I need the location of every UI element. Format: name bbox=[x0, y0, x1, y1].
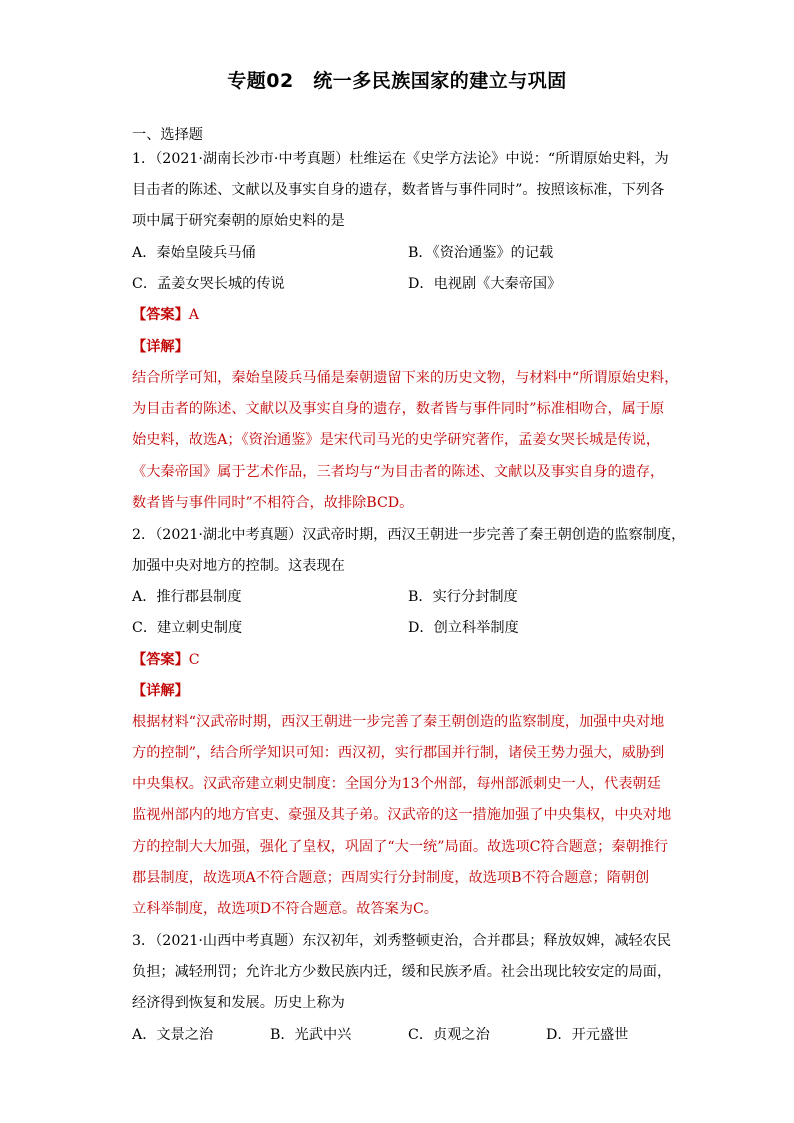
q2-detail-line-6: 郡县制度，故选项A不符合题意；西周实行分封制度，故选项B不符合题意；隋朝创 bbox=[132, 870, 650, 886]
q2-detail-tag: 【详解】 bbox=[132, 683, 189, 699]
q2-detail-line-1: 根据材料“汉武帝时期，西汉王朝进一步完善了秦王朝创造的监察制度，加强中央对地 bbox=[132, 714, 665, 730]
q3-stem-line-1: 3．（2021·山西中考真题）东汉初年，刘秀整顿吏治，合并郡县；释放奴婢，减轻农民 bbox=[132, 933, 672, 949]
q1-option-c: C．孟姜女哭长城的传说 bbox=[132, 276, 285, 292]
q2-detail-line-3: 中央集权。汉武帝建立刺史制度：全国分为13个州部，每州部派刺史一人，代表朝廷 bbox=[132, 776, 661, 792]
q1-option-d: D．电视剧《大秦帝国》 bbox=[408, 276, 562, 292]
q3-option-b: B．光武中兴 bbox=[270, 1027, 352, 1043]
q1-option-b: B．《资治通鉴》的记载 bbox=[408, 245, 554, 261]
q3-stem-line-2: 负担；减轻刑罚；允许北方少数民族内迁，缓和民族矛盾。社会出现比较安定的局面， bbox=[132, 964, 672, 980]
q2-answer-value: C bbox=[188, 652, 200, 668]
q2-stem-line-1: 2．（2021·湖北中考真题）汉武帝时期，西汉王朝进一步完善了秦王朝创造的监察制度， bbox=[132, 527, 686, 543]
q1-answer-tag: 【答案】 bbox=[132, 307, 189, 323]
q1-detail-line-2: 为目击者的陈述、文献以及事实自身的遗存，数者皆与事件同时”标准相吻合，属于原 bbox=[132, 401, 665, 417]
q1-detail-line-4: 《大秦帝国》属于艺术作品，三者均与“为目击者的陈述、文献以及事实自身的遗存， bbox=[132, 464, 665, 480]
q2-answer bbox=[132, 653, 200, 667]
q1-stem-line-1: 1．（2021·湖南长沙市·中考真题）杜维运在《史学方法论》中说：“所谓原始史料，为 bbox=[132, 151, 669, 167]
q3-option-a: A．文景之治 bbox=[132, 1027, 214, 1043]
q2-detail-line-4: 监视州部内的地方官吏、豪强及其子弟。汉武帝的这一措施加强了中央集权，中央对地 bbox=[132, 807, 672, 823]
q2-detail-line-7: 立科举制度，故选项D不符合题意。故答案为C。 bbox=[132, 901, 438, 917]
q2-answer-tag: 【答案】 bbox=[132, 652, 189, 668]
page-title: 专题02 统一多民族国家的建立与巩固 bbox=[227, 70, 567, 92]
q1-detail-line-1: 结合所学可知，秦始皇陵兵马俑是秦朝遗留下来的历史文物，与材料中“所谓原始史料， bbox=[132, 370, 679, 386]
q3-stem-line-3: 经济得到恢复和发展。历史上称为 bbox=[132, 995, 345, 1011]
q1-stem-line-2: 目击者的陈述、文献以及事实自身的遗存，数者皆与事件同时”。按照该标准，下列各 bbox=[132, 182, 665, 198]
section-heading: 一、选择题 bbox=[132, 127, 203, 143]
q2-detail-line-5: 方的控制大大加强，强化了皇权，巩固了“大一统”局面。故选项C符合题意；秦朝推行 bbox=[132, 839, 669, 855]
q1-answer-value: A bbox=[188, 307, 200, 323]
q2-option-b: B．实行分封制度 bbox=[408, 589, 518, 605]
q1-detail-line-3: 始史料，故选A；《资治通鉴》是宋代司马光的史学研究著作，孟姜女哭长城是传说， bbox=[132, 432, 661, 448]
q1-option-a: A．秦始皇陵兵马俑 bbox=[132, 245, 256, 261]
q1-detail-line-5: 数者皆与事件同时”不相符合，故排除BCD。 bbox=[132, 495, 414, 511]
q2-option-c: C．建立刺史制度 bbox=[132, 620, 243, 636]
q2-detail-line-2: 方的控制”，结合所学知识可知：西汉初，实行郡国并行制，诸侯王势力强大，威胁到 bbox=[132, 745, 665, 761]
q3-option-d: D．开元盛世 bbox=[546, 1027, 629, 1043]
q1-detail-tag: 【详解】 bbox=[132, 339, 189, 355]
q2-option-a: A．推行郡县制度 bbox=[132, 589, 242, 605]
q1-stem-line-3: 项中属于研究秦朝的原始史料的是 bbox=[132, 213, 345, 229]
q3-option-c: C．贞观之治 bbox=[408, 1027, 490, 1043]
q2-option-d: D．创立科举制度 bbox=[408, 620, 519, 636]
q1-answer bbox=[132, 308, 199, 322]
q2-stem-line-2: 加强中央对地方的控制。这表现在 bbox=[132, 558, 345, 574]
